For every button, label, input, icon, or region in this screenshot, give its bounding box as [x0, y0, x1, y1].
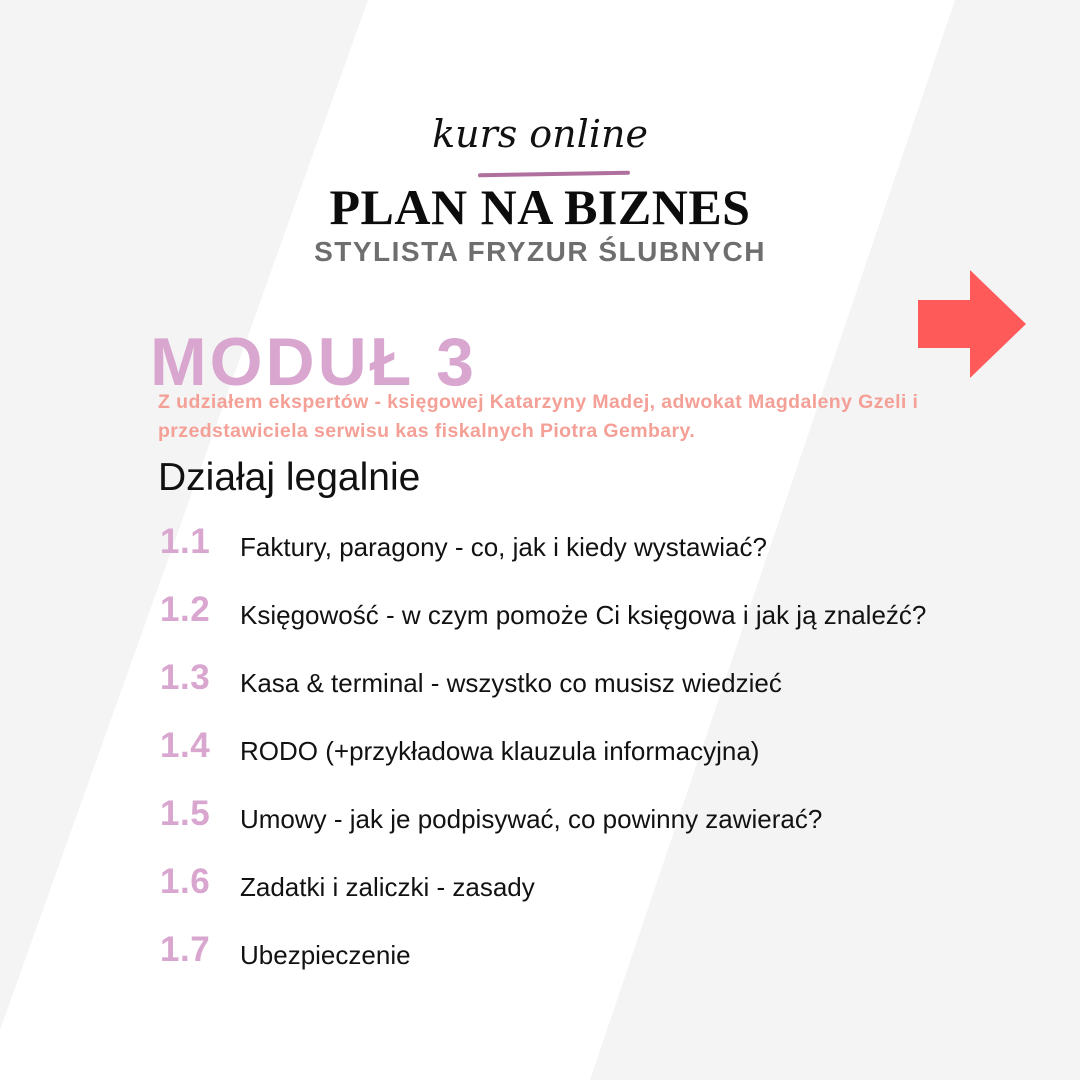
module-title: MODUŁ 3	[150, 324, 477, 400]
lesson-item	[160, 930, 1040, 986]
lesson-number: 1.4	[160, 726, 211, 765]
lesson-title: Faktury, paragony - co, jak i kiedy wystawiać?	[240, 532, 767, 562]
lesson-item	[160, 658, 1040, 714]
page-title: PLAN NA BIZNES	[329, 179, 751, 235]
lesson-item	[160, 590, 1040, 646]
lesson-item	[160, 794, 1040, 850]
lesson-title: RODO (+przykładowa klauzula informacyjna)	[240, 736, 760, 766]
lesson-number: 1.3	[160, 658, 211, 697]
lesson-item	[160, 726, 1040, 782]
experts-note: Z udziałem ekspertów - księgowej Katarzyny Madej, adwokat Magdaleny Gzeli i przedstawiciela serwisu kas fiskalnych Piotra Gembary.	[158, 391, 919, 442]
lesson-number: 1.2	[160, 590, 211, 629]
lesson-title: Umowy - jak je podpisywać, co powinny zawierać?	[240, 804, 823, 834]
section-title: Działaj legalnie	[158, 456, 421, 499]
lesson-item	[160, 862, 1040, 918]
lesson-title: Księgowość - w czym pomoże Ci księgowa i jak ją znaleźć?	[240, 600, 927, 630]
lesson-number: 1.5	[160, 794, 211, 833]
lesson-number: 1.7	[160, 930, 211, 969]
lesson-item	[160, 522, 1040, 578]
page-subtitle: STYLISTA FRYZUR ŚLUBNYCH	[314, 236, 766, 267]
lesson-number: 1.1	[160, 522, 211, 561]
kicker-text: kurs online	[432, 112, 648, 156]
lesson-title: Ubezpieczenie	[240, 940, 411, 970]
lesson-title: Zadatki i zaliczki - zasady	[240, 872, 535, 902]
lesson-title: Kasa & terminal - wszystko co musisz wiedzieć	[240, 668, 782, 698]
arrow-right-icon[interactable]	[918, 270, 1026, 378]
lesson-number: 1.6	[160, 862, 211, 901]
